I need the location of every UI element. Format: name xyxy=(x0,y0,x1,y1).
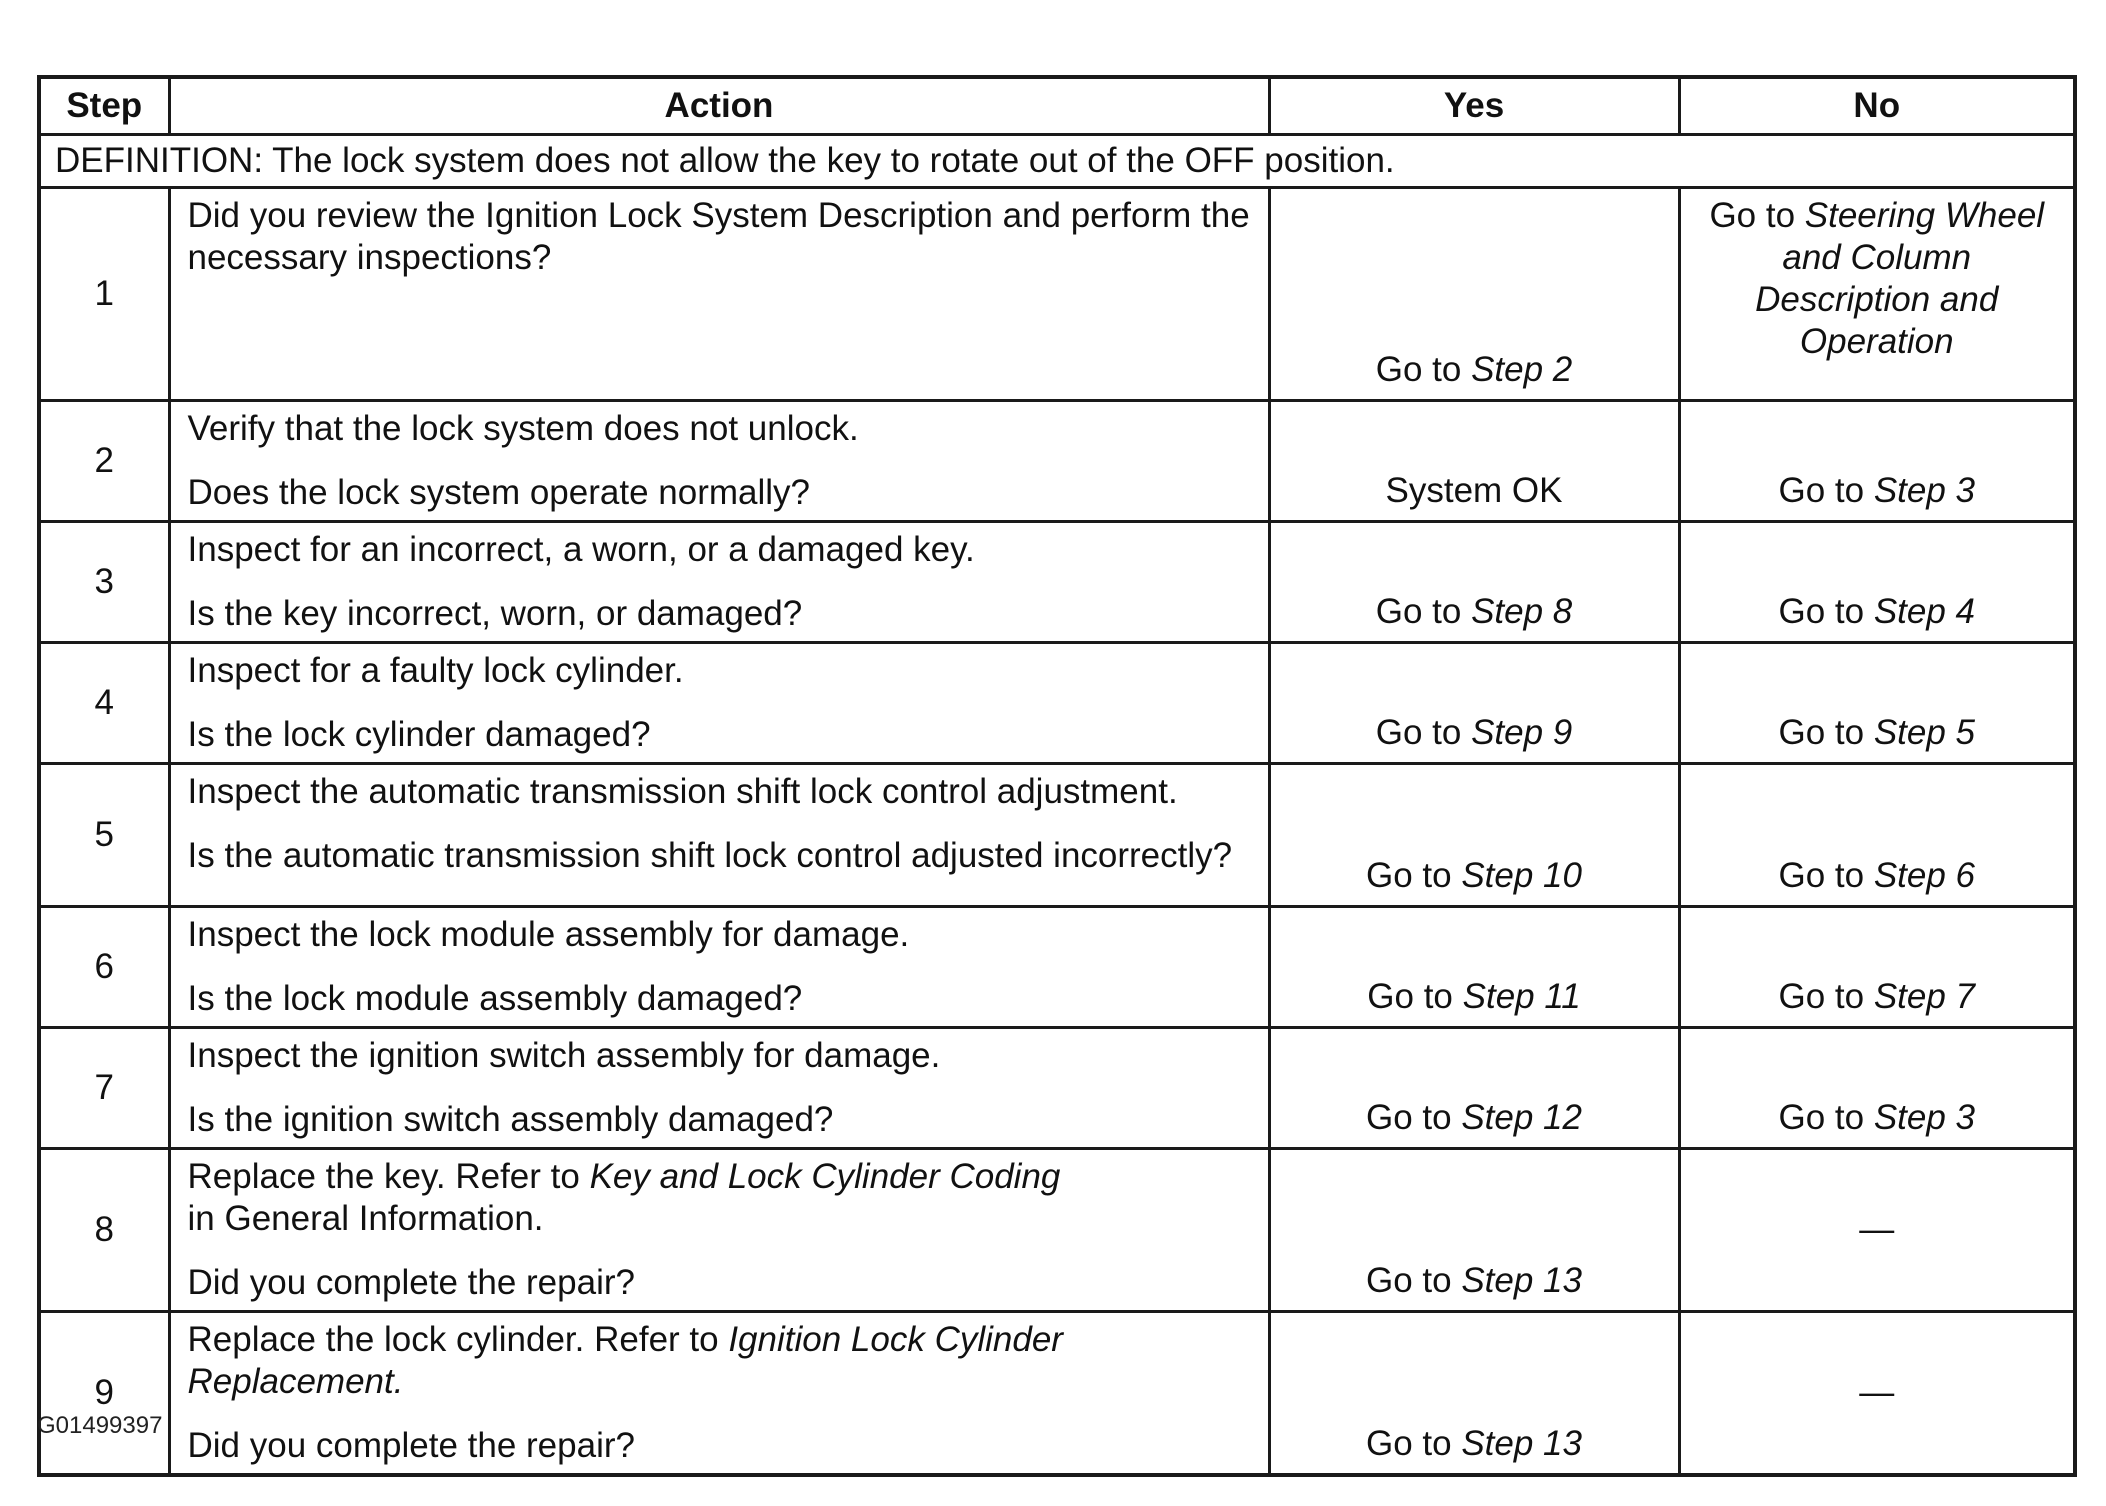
action-text: Inspect for a faulty lock cylinder. xyxy=(187,651,684,690)
yes-result xyxy=(1269,401,1679,522)
table-row xyxy=(39,643,2075,764)
no-result-prefix: Go to xyxy=(1778,977,1874,1016)
table-row xyxy=(39,522,2075,643)
step-reference: Step 3 xyxy=(1873,471,1976,510)
yes-result-prefix: Go to xyxy=(1366,1098,1462,1137)
header-action: Action xyxy=(169,77,1269,135)
action-text: Did you review the Ignition Lock System Description and perform the necessary inspections? xyxy=(187,196,1250,277)
step-reference: Steering Wheel xyxy=(1804,196,2045,235)
no-result-prefix: — xyxy=(1859,1210,1895,1249)
action-text: Inspect the ignition switch assembly for damage. xyxy=(187,1036,941,1075)
no-result-prefix: Go to xyxy=(1778,713,1874,752)
yes-result xyxy=(1269,522,1679,643)
action-cell xyxy=(169,1028,1269,1149)
action-instruction-text: Replace the lock cylinder. Refer to xyxy=(187,1320,729,1359)
step-number: 2 xyxy=(39,401,169,522)
action-text: Verify that the lock system does not unlock. xyxy=(187,409,859,448)
action-instruction xyxy=(188,1319,1254,1403)
step-reference: Step 10 xyxy=(1461,856,1582,895)
yes-result-prefix: Go to xyxy=(1367,977,1463,1016)
header-step: Step xyxy=(39,77,169,135)
figure-id: G01499397 xyxy=(37,1412,163,1439)
step-number: 9 xyxy=(39,1312,169,1476)
no-result xyxy=(1679,643,2075,764)
action-cell xyxy=(169,643,1269,764)
step-reference: and Column xyxy=(1782,238,1972,277)
step-number: 6 xyxy=(39,907,169,1028)
action-cell xyxy=(169,764,1269,907)
no-result-prefix: Go to xyxy=(1709,196,1805,235)
action-text: Did you complete the repair? xyxy=(187,1426,635,1465)
action-cell xyxy=(169,401,1269,522)
step-reference: Step 2 xyxy=(1471,350,1573,389)
yes-result xyxy=(1269,188,1679,401)
step-number: 4 xyxy=(39,643,169,764)
no-result xyxy=(1679,188,2075,401)
table-row xyxy=(39,401,2075,522)
action-text: Inspect the automatic transmission shift lock control adjustment. xyxy=(187,772,1178,811)
table-row xyxy=(39,907,2075,1028)
action-text: Inspect the lock module assembly for damage. xyxy=(187,915,910,954)
yes-result-prefix: System OK xyxy=(1385,471,1563,510)
step-reference: Step 11 xyxy=(1462,977,1581,1016)
no-result xyxy=(1679,1149,2075,1312)
no-result xyxy=(1679,1028,2075,1149)
no-result-prefix: Go to xyxy=(1778,471,1874,510)
action-text: Is the key incorrect, worn, or damaged? xyxy=(187,594,803,633)
definition-text: DEFINITION: The lock system does not allow the key to rotate out of the OFF position. xyxy=(39,135,2075,188)
step-reference: Operation xyxy=(1799,322,1954,361)
no-result xyxy=(1679,907,2075,1028)
yes-result xyxy=(1269,764,1679,907)
no-result-prefix: — xyxy=(1859,1373,1895,1412)
step-reference: Step 8 xyxy=(1471,592,1573,631)
no-result xyxy=(1679,522,2075,643)
no-result-line xyxy=(1681,195,2074,237)
step-reference: Step 3 xyxy=(1873,1098,1976,1137)
step-number: 3 xyxy=(39,522,169,643)
action-text: Is the lock module assembly damaged? xyxy=(187,979,803,1018)
no-result-prefix: Go to xyxy=(1778,592,1874,631)
step-number: 7 xyxy=(39,1028,169,1149)
no-result xyxy=(1679,401,2075,522)
action-cell xyxy=(169,522,1269,643)
action-text: Does the lock system operate normally? xyxy=(187,473,810,512)
yes-result-prefix: Go to xyxy=(1375,713,1472,752)
no-result-prefix: Go to xyxy=(1778,1098,1874,1137)
yes-result-prefix: Go to xyxy=(1366,1261,1462,1300)
yes-result-prefix: Go to xyxy=(1366,1424,1462,1463)
action-cell xyxy=(169,1312,1269,1476)
action-cell xyxy=(169,188,1269,401)
table-row xyxy=(39,764,2075,907)
procedure-reference: Key and Lock Cylinder Coding xyxy=(589,1157,1061,1196)
yes-result xyxy=(1269,643,1679,764)
action-text: Did you complete the repair? xyxy=(187,1263,635,1302)
step-number: 1 xyxy=(39,188,169,401)
yes-result-prefix: Go to xyxy=(1375,350,1472,389)
step-reference: Step 9 xyxy=(1471,713,1573,752)
step-reference: Description and xyxy=(1755,280,1999,319)
yes-result-prefix: Go to xyxy=(1366,856,1462,895)
yes-result xyxy=(1269,1312,1679,1476)
action-cell xyxy=(169,1149,1269,1312)
no-result xyxy=(1679,764,2075,907)
action-text: Is the ignition switch assembly damaged? xyxy=(187,1100,834,1139)
action-instruction-suffix: in General Information. xyxy=(187,1199,544,1238)
step-reference: Step 12 xyxy=(1461,1098,1582,1137)
diagnostic-table xyxy=(37,75,2077,1477)
step-reference: Step 7 xyxy=(1873,977,1976,1016)
header-row xyxy=(39,77,2075,135)
step-number: 5 xyxy=(39,764,169,907)
yes-result xyxy=(1269,907,1679,1028)
step-number: 8 xyxy=(39,1149,169,1312)
action-instruction xyxy=(188,1156,1254,1240)
no-result-prefix: Go to xyxy=(1778,856,1874,895)
yes-result-prefix: Go to xyxy=(1375,592,1472,631)
step-reference: Step 6 xyxy=(1873,856,1976,895)
table-body xyxy=(39,135,2075,1476)
procedure-reference: Ignition Lock Cylinder Replacement. xyxy=(187,1320,1063,1401)
step-reference: Step 5 xyxy=(1873,713,1976,752)
action-instruction-text: Replace the key. Refer to xyxy=(187,1157,590,1196)
table-row xyxy=(39,1149,2075,1312)
step-reference: Step 13 xyxy=(1461,1424,1582,1463)
step-reference: Step 4 xyxy=(1873,592,1976,631)
header-yes: Yes xyxy=(1269,77,1679,135)
action-text: Is the lock cylinder damaged? xyxy=(187,715,651,754)
no-result xyxy=(1679,1312,2075,1476)
yes-result xyxy=(1269,1149,1679,1312)
yes-result xyxy=(1269,1028,1679,1149)
step-reference: Step 13 xyxy=(1461,1261,1582,1300)
definition-row xyxy=(39,135,2075,188)
action-text: Inspect for an incorrect, a worn, or a damaged key. xyxy=(187,530,975,569)
table-row xyxy=(39,1312,2075,1476)
table-row xyxy=(39,188,2075,401)
header-no: No xyxy=(1679,77,2075,135)
action-text: Is the automatic transmission shift lock control adjusted incorrectly? xyxy=(187,836,1233,875)
action-cell xyxy=(169,907,1269,1028)
table-row xyxy=(39,1028,2075,1149)
